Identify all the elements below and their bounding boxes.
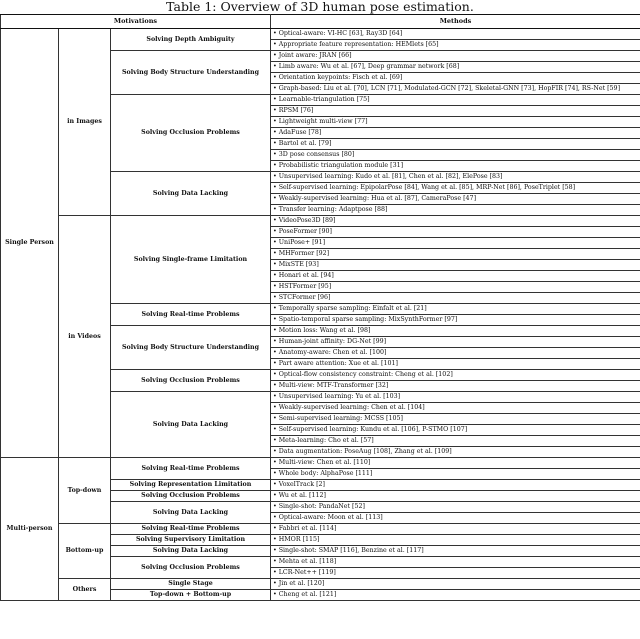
method-item: • Anatomy-aware: Chen et al. [100] bbox=[271, 348, 640, 359]
method-item: • Probabilistic triangulation module [31] bbox=[271, 161, 640, 172]
problem-label: Solving Data Lacking bbox=[111, 546, 271, 557]
subgroup-label: in Videos bbox=[59, 216, 111, 458]
problem-label: Solving Depth Ambiguity bbox=[111, 29, 271, 51]
method-item: • UniPose+ [91] bbox=[271, 238, 640, 249]
method-item: • Self-supervised learning: Kundu et al. [106], P-STMO [107] bbox=[271, 425, 640, 436]
method-item: • Appropriate feature representation: HEMlets [65] bbox=[271, 40, 640, 51]
method-item: • PoseFormer [90] bbox=[271, 227, 640, 238]
method-item: • Optical-flow consistency constraint: Cheng et al. [102] bbox=[271, 370, 640, 381]
method-item: • Joint aware: JRAN [66] bbox=[271, 51, 640, 62]
method-item: • Limb aware: Wu et al. [67], Deep grammar network [68] bbox=[271, 62, 640, 73]
subgroup-label: in Images bbox=[59, 29, 111, 216]
table-row bbox=[1, 458, 640, 469]
method-item: • HSTFormer [95] bbox=[271, 282, 640, 293]
header-row bbox=[1, 15, 640, 29]
method-item: • Weakly-supervised learning: Chen et al. [104] bbox=[271, 403, 640, 414]
method-item: • Learnable-triangulation [75] bbox=[271, 95, 640, 106]
method-item: • HMOR [115] bbox=[271, 535, 640, 546]
method-item: • Graph-based: Liu et al. [70], LCN [71], Modulated-GCN [72], Skeletal-GNN [73], HopFIR [74], RS-Net [59] bbox=[271, 84, 640, 95]
table-body bbox=[1, 29, 640, 601]
method-item: • Part aware attention: Xue et al. [101] bbox=[271, 359, 640, 370]
method-item: • Single-shot: PandaNet [52] bbox=[271, 502, 640, 513]
table-row bbox=[1, 216, 640, 227]
method-item: • MHFormer [92] bbox=[271, 249, 640, 260]
problem-label: Solving Data Lacking bbox=[111, 502, 271, 524]
group-label: Single Person bbox=[1, 29, 59, 458]
method-item: • Bartol et al. [79] bbox=[271, 139, 640, 150]
problem-label: Solving Occlusion Problems bbox=[111, 370, 271, 392]
table-row bbox=[1, 29, 640, 40]
table-caption: Table 1: Overview of 3D human pose estimation. bbox=[166, 0, 474, 14]
method-item: • Honari et al. [94] bbox=[271, 271, 640, 282]
method-item: • STCFormer [96] bbox=[271, 293, 640, 304]
header-motivations: Motivations bbox=[1, 15, 271, 29]
method-item: • Jin et al. [120] bbox=[271, 579, 640, 590]
problem-label: Solving Representation Limitation bbox=[111, 480, 271, 491]
method-item: • Mehta et al. [118] bbox=[271, 557, 640, 568]
method-item: • MixSTE [93] bbox=[271, 260, 640, 271]
method-item: • Whole body: AlphaPose [111] bbox=[271, 469, 640, 480]
method-item: • RPSM [76] bbox=[271, 106, 640, 117]
method-item: • Wu et al. [112] bbox=[271, 491, 640, 502]
method-item: • Unsupervised learning: Kudo et al. [81], Chen et al. [82], ElePose [83] bbox=[271, 172, 640, 183]
pose-estimation-table bbox=[0, 14, 640, 601]
method-item: • VideoPose3D [89] bbox=[271, 216, 640, 227]
problem-label: Solving Data Lacking bbox=[111, 172, 271, 216]
problem-label: Solving Occlusion Problems bbox=[111, 95, 271, 172]
method-item: • Human-joint affinity: DG-Net [99] bbox=[271, 337, 640, 348]
problem-label: Solving Body Structure Understanding bbox=[111, 326, 271, 370]
subgroup-label: Top-down bbox=[59, 458, 111, 524]
problem-label: Solving Real-time Problems bbox=[111, 304, 271, 326]
problem-label: Solving Supervisory Limitation bbox=[111, 535, 271, 546]
method-item: • AdaFuse [78] bbox=[271, 128, 640, 139]
method-item: • LCR-Net++ [119] bbox=[271, 568, 640, 579]
method-item: • Self-supervised learning: EpipolarPose [84], Wang et al. [85], MRP-Net [86], PoseTriplet [58] bbox=[271, 183, 640, 194]
problem-label: Single Stage bbox=[111, 579, 271, 590]
subgroup-label: Bottom-up bbox=[59, 524, 111, 579]
problem-label: Solving Body Structure Understanding bbox=[111, 51, 271, 95]
method-item: • Fabbri et al. [114] bbox=[271, 524, 640, 535]
subgroup-label: Others bbox=[59, 579, 111, 601]
method-item: • Optical-aware: VI-HC [63], Ray3D [64] bbox=[271, 29, 640, 40]
method-item: • Semi-supervised learning: MCSS [105] bbox=[271, 414, 640, 425]
problem-label: Solving Single-frame Limitation bbox=[111, 216, 271, 304]
method-item: • VoxelTrack [2] bbox=[271, 480, 640, 491]
method-item: • Optical-aware: Moon et al. [113] bbox=[271, 513, 640, 524]
method-item: • Single-shot: SMAP [116], Benzine et al. [117] bbox=[271, 546, 640, 557]
header-methods: Methods bbox=[271, 15, 640, 29]
method-item: • Multi-view: MTF-Transformer [32] bbox=[271, 381, 640, 392]
method-item: • Weakly-supervised learning: Hua et al. [87], CameraPose [47] bbox=[271, 194, 640, 205]
method-item: • Cheng et al. [121] bbox=[271, 590, 640, 601]
method-item: • Temporally sparse sampling: Einfalt et al. [21] bbox=[271, 304, 640, 315]
table-row bbox=[1, 524, 640, 535]
problem-label: Solving Real-time Problems bbox=[111, 458, 271, 480]
table-row bbox=[1, 579, 640, 590]
method-item: • Spatio-temporal sparse sampling: MixSynthFormer [97] bbox=[271, 315, 640, 326]
problem-label: Solving Occlusion Problems bbox=[111, 491, 271, 502]
group-label: Multi-person bbox=[1, 458, 59, 601]
problem-label: Top-down + Bottom-up bbox=[111, 590, 271, 601]
method-item: • Meta-learning: Cho et al. [57] bbox=[271, 436, 640, 447]
method-item: • Data augmentation: PoseAug [108], Zhang et al. [109] bbox=[271, 447, 640, 458]
method-item: • Multi-view: Chen et al. [110] bbox=[271, 458, 640, 469]
problem-label: Solving Occlusion Problems bbox=[111, 557, 271, 579]
problem-label: Solving Data Lacking bbox=[111, 392, 271, 458]
method-item: • Orientation keypoints: Fisch et al. [69] bbox=[271, 73, 640, 84]
method-item: • Motion loss: Wang et al. [98] bbox=[271, 326, 640, 337]
method-item: • Lightweight multi-view [77] bbox=[271, 117, 640, 128]
problem-label: Solving Real-time Problems bbox=[111, 524, 271, 535]
method-item: • Unsupervised learning: Yu et al. [103] bbox=[271, 392, 640, 403]
method-item: • 3D pose consensus [80] bbox=[271, 150, 640, 161]
method-item: • Transfer learning: Adaptpose [88] bbox=[271, 205, 640, 216]
